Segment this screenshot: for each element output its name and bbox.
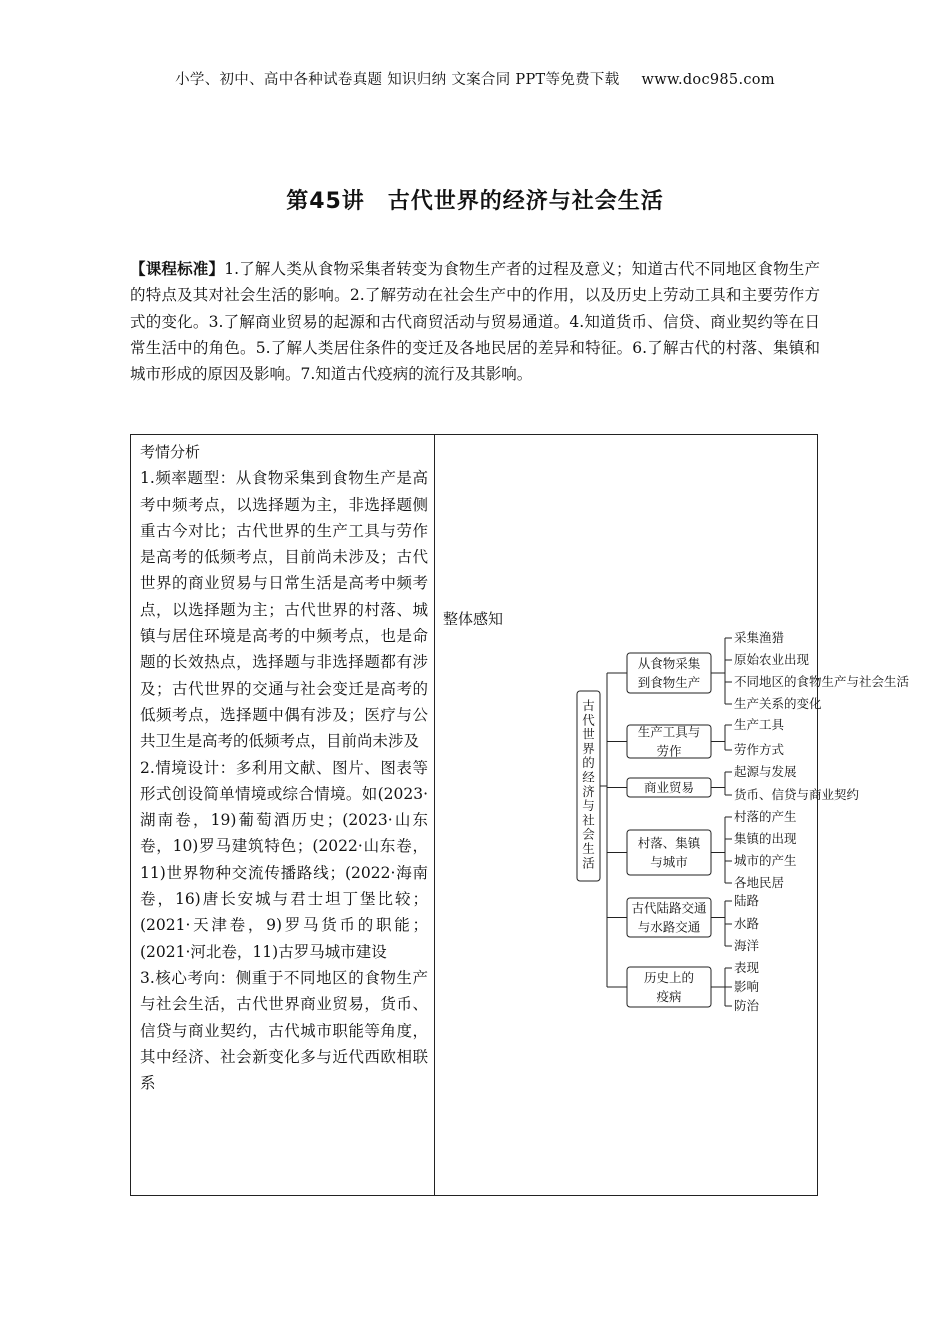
leaf-label: 原始农业出现 [734,652,810,667]
leaf-label: 生产工具 [734,717,785,732]
root-char: 活 [582,855,595,871]
root-char: 会 [582,826,595,842]
standard-label: 【课程标准】 [130,260,225,278]
analysis-frequency: 1.频率题型：从食物采集到食物生产是高考中频考点，以选择题为主，非选择题侧重古今对比；古代世界的生产工具与劳作是高考的低频考点，目前尚未涉及；古代世界的商业贸易与日常生活是高考中频考点，以选择题为主；古代世界的村落、城镇与居住环境是高考的中频考点，也是命题的长效热点，选择题与非选择题都有涉及；古代世界的交通与社会变迁是高考的低频考点，选择题中偶有涉及；医疗与公共卫生是高考的低频考点，目前尚未涉及 [140,469,428,751]
mind-map [436,625,910,1025]
root-char: 的 [582,755,595,771]
root-char: 与 [582,798,595,814]
leaf-label: 影响 [734,979,760,994]
branch-label: 劳作 [656,743,682,759]
leaf-label: 各地民居 [734,875,785,890]
leaf-label: 村落的产生 [734,809,797,824]
leaf-label: 海洋 [734,938,760,953]
analysis-table [130,434,910,1196]
table-divider [434,435,435,1195]
branch-label: 村落、集镇 [637,835,701,851]
analysis-core: 3.核心考向：侧重于不同地区的食物生产与社会生活，古代世界商业贸易，货币、信贷与商业契约，古代城市职能等角度，其中经济、社会新变化多与近代西欧相联系 [140,968,428,1093]
root-char: 界 [582,740,595,756]
branch-label: 历史上的 [643,970,695,985]
branch-label: 疫病 [656,989,682,1004]
root-char: 古 [582,698,595,713]
exam-analysis [140,439,428,1096]
branch-label: 商业贸易 [643,780,695,795]
page-header [0,68,950,89]
leaf-label: 货币、信贷与商业契约 [734,787,860,802]
root-char: 生 [582,841,595,856]
curriculum-standard [130,256,820,387]
leaf-label: 陆路 [734,893,760,908]
root-char: 代 [582,712,595,728]
root-char: 社 [582,812,595,828]
root-char: 济 [582,783,595,799]
leaf-label: 水路 [734,916,760,931]
overview-heading: 整体感知 [443,610,504,628]
leaf-label: 劳作方式 [734,742,785,757]
branch-label: 与水路交通 [637,919,701,935]
root-char: 世 [582,726,595,742]
branch-label: 从食物采集 [637,656,701,671]
standard-text: 1.了解人类从食物采集者转变为食物生产者的过程及意义；知道古代不同地区食物生产的特点及其对社会生活的影响。2.了解劳动在社会生产中的作用，以及历史上劳动工具和主要劳作方式的变化。3.了解商业贸易的起源和古代商贸活动与贸易通道。4.知道货币、信贷、商业契约等在日常生活中的角色。5.了解人类居住条件的变迁及各地民居的差异和特征。6.了解古代的村落、集镇和城市形成的原因及影响。7.知道古代疫病的流行及其影响。 [130,260,820,384]
leaf-label: 防治 [734,998,760,1013]
branch-label: 与城市 [650,854,688,870]
analysis-heading: 考情分析 [140,443,201,461]
leaf-label: 表现 [734,960,760,975]
leaf-label: 起源与发展 [734,764,797,779]
analysis-context: 2.情境设计：多利用文献、图片、图表等形式创设简单情境或综合情境。如(2023·湖南卷，19)葡萄酒历史；(2023·山东卷，10)罗马建筑特色；(2022·山东卷，11)世界物种交流传播路线；(2022·海南卷，16)唐长安城与君士坦丁堡比较；(2021·天津卷，9)罗马货币的职能；(2021·河北卷，11)古罗马城市建设 [140,758,428,961]
leaf-label: 采集渔猎 [734,630,785,645]
leaf-label: 城市的产生 [734,853,797,868]
header-url[interactable]: www.doc985.com [641,72,775,88]
leaf-label: 生产关系的变化 [734,696,822,711]
leaf-label: 不同地区的食物生产与社会生活 [734,674,910,689]
branch-label: 到食物生产 [637,675,701,690]
branch-label: 生产工具与 [637,724,701,740]
header-text: 小学、初中、高中各种试卷真题 知识归纳 文案合同 PPT等免费下载 [175,72,620,88]
page-title: 第45讲 古代世界的经济与社会生活 [286,189,664,214]
root-char: 经 [582,769,595,785]
leaf-label: 集镇的出现 [734,831,797,846]
branch-label: 古代陆路交通 [631,900,707,916]
